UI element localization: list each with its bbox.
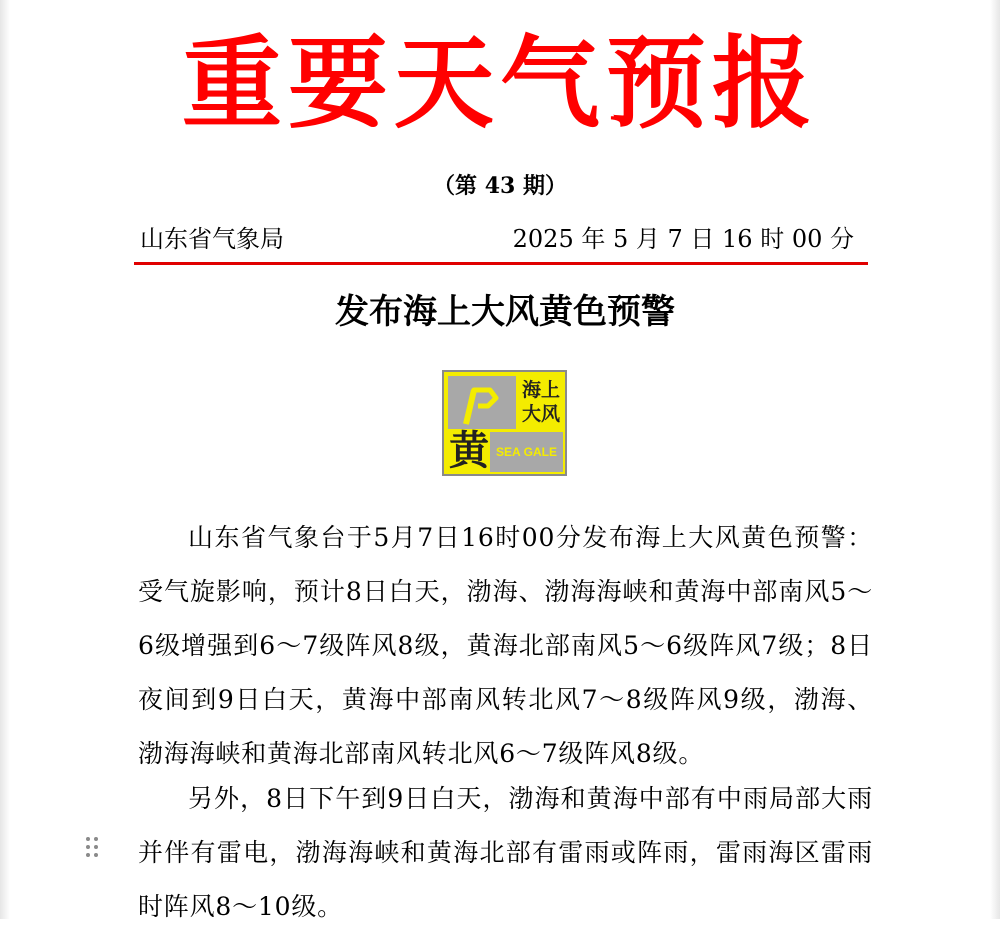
sea-gale-yellow-warning-icon (442, 370, 567, 476)
icon-english-label: SEA GALE (496, 445, 557, 459)
drag-handle-icon[interactable] (84, 835, 100, 859)
wind-flag-icon (448, 376, 516, 429)
issuer-row (138, 222, 868, 256)
body-paragraph-1: 山东省气象台于5月7日16时00分发布海上大风黄色预警：受气旋影响，预计8日白天，渤海、渤海海峡和黄海中部南风5～6级增强到6～7级阵风8级，黄海北部南风5～6级阵风7级；8日夜间到9日白天，黄海中部南风转北风7～8级阵风9级，渤海、渤海海峡和黄海北部南风转北风6～7级阵风8级。 (138, 523, 873, 768)
icon-label-bottom: 大风 (521, 403, 560, 425)
issuer-name: 山东省气象局 (140, 225, 284, 253)
icon-label (518, 378, 564, 426)
icon-level-char: 黄 (449, 427, 489, 474)
icon-english-box (490, 432, 563, 472)
document-title: 发布海上大风黄色预警 (335, 292, 675, 332)
issue-number: （第 43 期） (433, 173, 567, 199)
body-paragraph-2: 另外，8日下午到9日白天，渤海和黄海中部有中雨局部大雨并伴有雷电，渤海海峡和黄海北部有雷雨或阵雨，雷雨海区雷雨时阵风8～10级。 (138, 784, 873, 921)
masthead-title: 重要天气预报 (182, 24, 818, 142)
red-divider (134, 262, 868, 265)
icon-label-top: 海上 (521, 379, 560, 401)
issue-datetime: 2025 年 5 月 7 日 16 时 00 分 (512, 225, 854, 253)
